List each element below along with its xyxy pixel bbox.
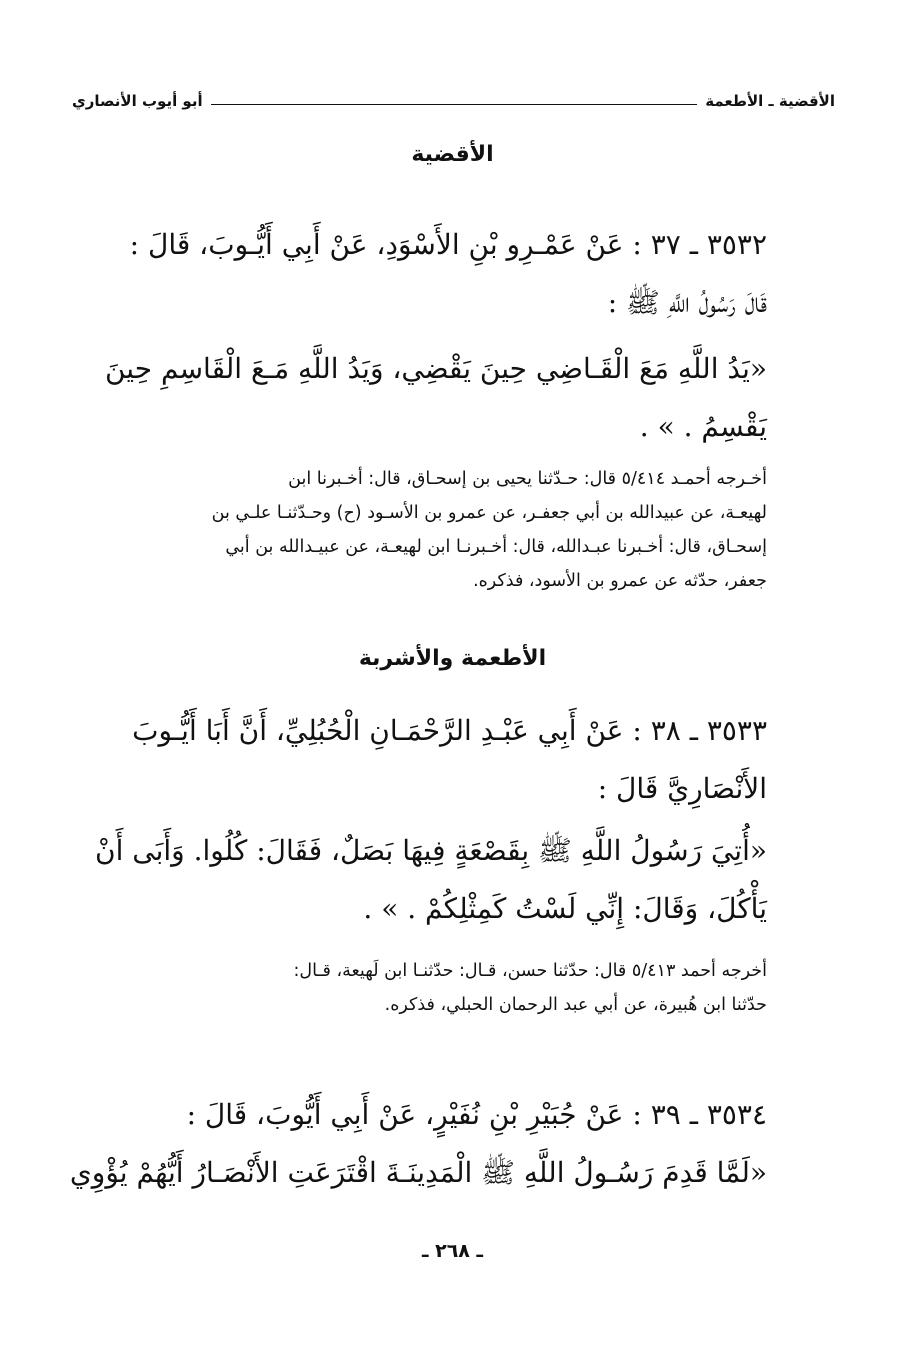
- source-line: حدّثنا ابن هُبيرة، عن أبي عبد الرحمان الحبلي، فذكره.: [384, 995, 767, 1015]
- hadith-line: «لَمَّا قَدِمَ رَسُـولُ اللَّهِ ﷺ الْمَدِينَـةَ اقْتَرَعَتِ الأَنْصَـارُ أَيُّهُمْ يُؤْوِي: [69, 1156, 767, 1189]
- hadith-3533-text: [66, 822, 767, 938]
- hadith-3532: [66, 216, 767, 332]
- hadith-3534: [66, 1086, 767, 1202]
- hadith-line: يَقْسِمُ . » .: [639, 410, 767, 443]
- section-title-judgments: الأقضية: [411, 142, 494, 167]
- source-line: لهيعـة، عن عبيدالله بن أبي جعفـر، عن عمرو بن الأسـود (ح) وحـدّثنـا علـي بن: [211, 503, 767, 523]
- hadith-line: الأَنْصَارِيَّ قَالَ :: [597, 772, 767, 805]
- hadith-line: «أُتِيَ رَسُولُ اللَّهِ ﷺ بِقَصْعَةٍ فِيهَا بَصَلٌ، فَقَالَ: كُلُوا. وَأَبَى أَنْ: [95, 834, 767, 867]
- hadith-line: ٣٥٣٢ ـ ٣٧ : عَنْ عَمْـرِو بْنِ الأَسْوَدِ، عَنْ أَبِي أَيُّـوبَ، قَالَ :: [129, 228, 767, 261]
- hadith-line: يَأْكُلَ، وَقَالَ: إِنِّي لَسْتُ كَمِثْلِكُمْ . » .: [363, 892, 767, 925]
- hadith-3532-source: [68, 462, 767, 598]
- header-chapter-title: الأقضية ـ الأطعمة: [705, 92, 835, 110]
- source-line: أخـرجه أحمـد ٥/٤١٤ قال: حـدّثنا يحيى بن إسحـاق، قال: أخـبرنا ابن: [288, 469, 767, 489]
- hadith-3533-source: [68, 954, 767, 1022]
- hadith-line: ٣٥٣٤ ـ ٣٩ : عَنْ جُبَيْرِ بْنِ نُفَيْرٍ، عَنْ أَبِي أَيُّوبَ، قَالَ :: [186, 1098, 767, 1131]
- section-title-food: الأطعمة والأشربة: [358, 646, 547, 671]
- source-line: جعفر، حدّثه عن عمرو بن الأسود، فذكره.: [473, 571, 767, 591]
- hadith-line: ٣٥٣٣ ـ ٣٨ : عَنْ أَبِي عَبْـدِ الرَّحْمَـانِ الْحُبُلِيِّ، أَنَّ أَبَا أَيُّـوبَ: [132, 714, 767, 747]
- hadith-3533: [66, 702, 767, 818]
- hadith-line: قَالَ رَسُولُ اللَّهِ ﷺ :: [607, 286, 767, 319]
- header-rule: [211, 104, 698, 105]
- hadith-line: «يَدُ اللَّهِ مَعَ الْقَـاضِي حِينَ يَقْضِي، وَيَدُ اللَّهِ مَـعَ الْقَاسِمِ حِينَ: [104, 352, 767, 385]
- running-header: [72, 92, 835, 110]
- source-line: إسحـاق، قال: أخـبرنا عبـدالله، قال: أخـبرنـا ابن لهيعـة، عن عبيـدالله بن أبي: [225, 537, 767, 557]
- hadith-3532-text: [66, 340, 767, 456]
- header-companion-name: أبو أيوب الأنصاري: [72, 92, 203, 110]
- source-line: أخرجه أحمد ٥/٤١٣ قال: حدّثنا حسن، قـال: حدّثنـا ابن لَهيعة، قـال:: [293, 961, 767, 981]
- page-number: ـ ٢٦٨ ـ: [421, 1240, 483, 1262]
